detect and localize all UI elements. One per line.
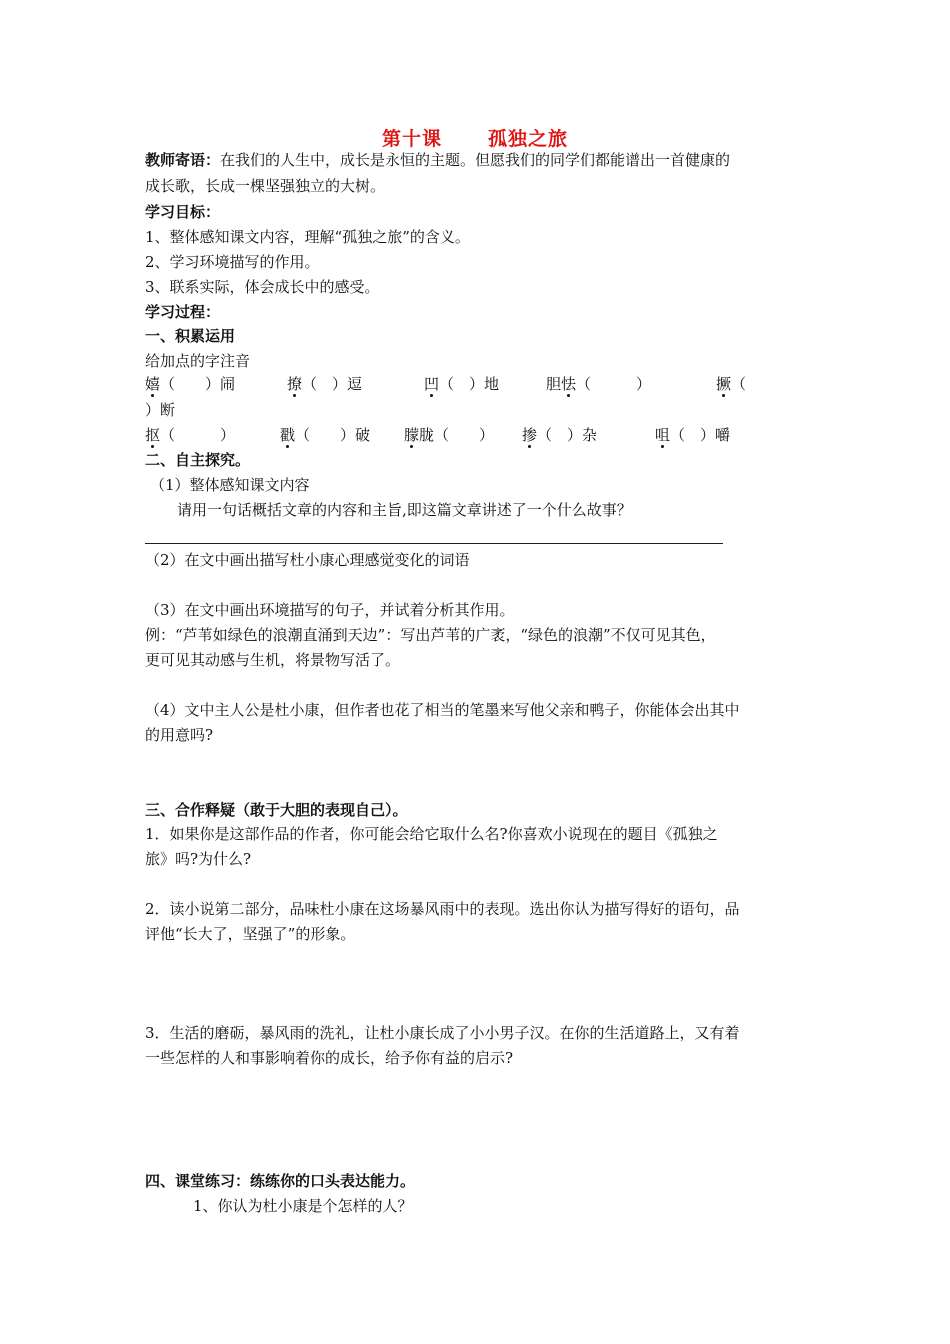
section2-example-line1: 例：“芦苇如绿色的浪潮直涌到天边”：写出芦苇的广袤，“绿色的浪潮”不仅可见其色， [145,626,716,644]
lesson-title [0,124,950,151]
section3-q2-line1: 2．读小说第二部分，品味杜小康在这场暴风雨中的表现。选出你认为描写得好的语句，品 [145,900,740,918]
pinyin-wrap: ）断 [145,401,176,419]
section2-q4-line2: 的用意吗? [145,726,214,744]
lesson-number: 第十课 [381,128,442,150]
dotted-char: 抠 [145,426,161,444]
dotted-char: 撩 [287,375,303,393]
section2-q1-text: 请用一句话概括文章的内容和主旨,即这篇文章讲述了一个什么故事？ [177,501,632,519]
goals-heading: 学习目标： [145,203,221,221]
section2-q2: （2）在文中画出描写杜小康心理感觉变化的词语 [145,551,470,569]
teacher-message-line2: 成长歌，长成一棵坚强独立的大树。 [145,177,386,195]
goal-item: 3、联系实际，体会成长中的感受。 [145,278,380,296]
answer-line [145,543,723,544]
section4-heading: 四、课堂练习：练练你的口头表达能力。 [145,1172,416,1190]
pinyin-item: 咀（ ）嚼 [655,426,731,444]
lesson-name: 孤独之旅 [488,128,569,150]
dotted-char: 嬉 [145,375,161,393]
section3-q1-line1: 1．如果你是这部作品的作者，你可能会给它取什么名?你喜欢小说现在的题目《孤独之 [145,825,718,843]
section3-heading: 三、合作释疑（敢于大胆的表现自己）。 [145,801,408,819]
section3-q3-line2: 一些怎样的人和事影响着你的成长，给予你有益的启示? [145,1049,514,1067]
pinyin-item: 朦胧（ ） [404,426,495,444]
section2-example-line2: 更可见其动感与生机，将景物写活了。 [145,651,401,669]
teacher-message-line1 [145,150,730,170]
section2-q4-line1: （4）文中主人公是杜小康，但作者也花了相当的笔墨来写他父亲和鸭子，你能体会出其中 [145,701,740,719]
section2-q1-label: （1）整体感知课文内容 [150,476,310,494]
pinyin-item: 掺（ ）杂 [522,426,598,444]
teacher-message-text: 在我们的人生中，成长是永恒的主题。但愿我们的同学们都能谱出一首健康的 [220,151,731,169]
section3-q3-line1: 3．生活的磨砺，暴风雨的洗礼，让杜小康长成了小小男子汉。在你的生活道路上，又有着 [145,1024,740,1042]
pinyin-item: 抠（ ） [145,426,236,444]
section4-q1: 1、你认为杜小康是个怎样的人？ [193,1197,413,1215]
section2-heading: 二、自主探究。 [145,451,251,469]
section3-q1-line2: 旅》吗?为什么? [145,850,252,868]
pinyin-item: 撅（ [716,375,747,393]
pinyin-item: 戳（ ）破 [280,426,371,444]
goal-item: 1、整体感知课文内容，理解“孤独之旅”的含义。 [145,228,470,246]
pinyin-item: 嬉（ ）闹 [145,375,236,393]
goal-item: 2、学习环境描写的作用。 [145,253,320,271]
dotted-char: 怯 [561,375,577,393]
dotted-char: 凹 [424,375,440,393]
pinyin-prompt: 给加点的字注音 [145,352,251,370]
dotted-char: 朦 [404,426,420,444]
section3-q2-line2: 评他“长大了，坚强了”的形象。 [145,925,356,943]
dotted-char: 撅 [716,375,732,393]
section1-heading: 一、积累运用 [145,327,236,345]
section2-q3: （3）在文中画出环境描写的句子，并试着分析其作用。 [145,601,515,619]
pinyin-item: 胆怯（ ） [546,375,652,393]
pinyin-item: 凹（ ）地 [424,375,500,393]
dotted-char: 咀 [655,426,671,444]
dotted-char: 掺 [522,426,538,444]
process-heading: 学习过程： [145,303,221,321]
pinyin-item: 撩（ ）逗 [287,375,363,393]
dotted-char: 戳 [280,426,296,444]
teacher-message-label: 教师寄语： [145,151,221,169]
